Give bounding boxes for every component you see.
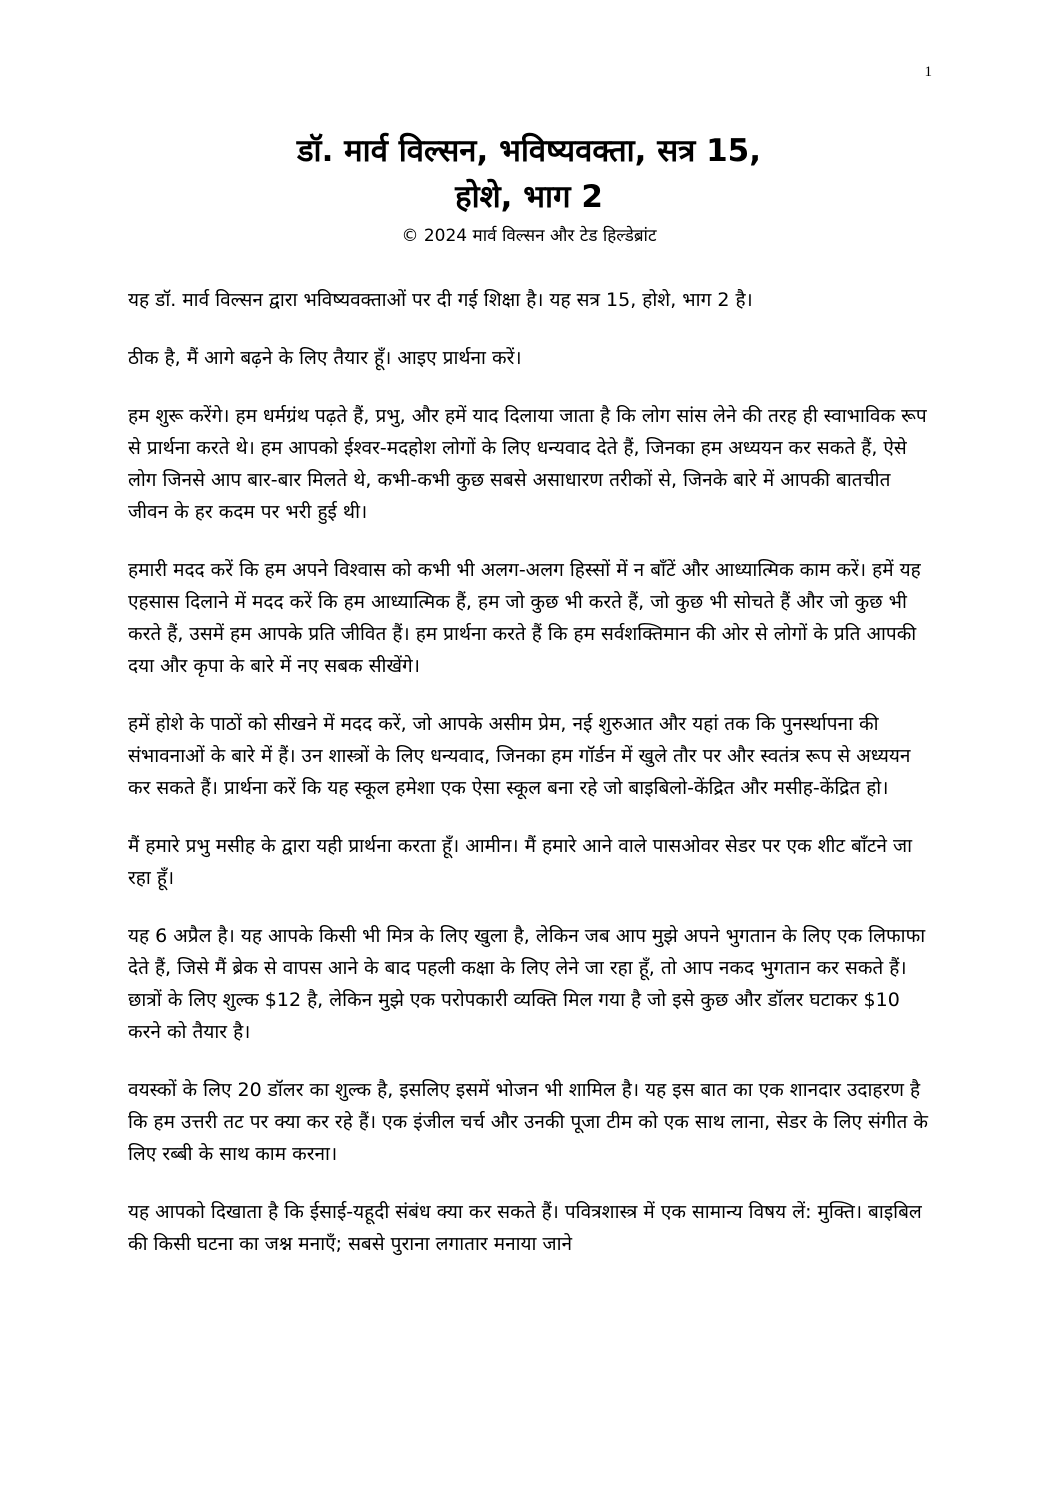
document-body [128, 284, 928, 1286]
copyright-notice: © 2024 मार्व विल्सन और टेड हिल्डेब्रांट [401, 226, 657, 246]
title-line-2: होशे, भाग 2 [455, 179, 603, 215]
paragraph: यह डॉ. मार्व विल्सन द्वारा भविष्यवक्ताओं पर दी गई शिक्षा है। यह सत्र 15, होशे, भाग 2 है। [128, 289, 753, 311]
document-title [0, 128, 1058, 220]
paragraph: हमारी मदद करें कि हम अपने विश्वास को कभी भी अलग-अलग हिस्सों में न बाँटें और आध्यात्मिक काम करें। हमें यह एहसास दिलाने में मदद करें कि हम आध्यात्मिक हैं, हम जो कुछ भी करते हैं, जो कुछ भी सोचते हैं और जो कुछ भी करते हैं, उसमें हम आपके प्रति जीवित हैं। हम प्रार्थना करते हैं कि हम सर्वशक्तिमान की ओर से लोगों के प्रति आपकी दया और कृपा के बारे में नए सबक सीखेंगे। [128, 559, 921, 677]
paragraph: यह आपको दिखाता है कि ईसाई-यहूदी संबंध क्या कर सकते हैं। पवित्रशास्त्र में एक सामान्य विषय लें: मुक्ति। बाइबिल की किसी घटना का जश्न मनाएँ; सबसे पुराना लगातार मनाया जाने [128, 1201, 922, 1255]
paragraph: वयस्कों के लिए 20 डॉलर का शुल्क है, इसलिए इसमें भोजन भी शामिल है। यह इस बात का एक शानदार उदाहरण है कि हम उत्तरी तट पर क्या कर रहे हैं। एक इंजील चर्च और उनकी पूजा टीम को एक साथ लाना, सेडर के लिए संगीत के लिए रब्बी के साथ काम करना। [128, 1079, 928, 1165]
title-line-1: डॉ. मार्व विल्सन, भविष्यवक्ता, सत्र 15, [296, 133, 762, 169]
paragraph: ठीक है, मैं आगे बढ़ने के लिए तैयार हूँ। आइए प्रार्थना करें। [128, 347, 522, 369]
paragraph: हमें होशे के पाठों को सीखने में मदद करें, जो आपके असीम प्रेम, नई शुरुआत और यहां तक कि पुनर्स्थापना की संभावनाओं के बारे में हैं। उन शास्त्रों के लिए धन्यवाद, जिनका हम गॉर्डन में खुले तौर पर और स्वतंत्र रूप से अध्ययन कर सकते हैं। प्रार्थना करें कि यह स्कूल हमेशा एक ऐसा स्कूल बना रहे जो बाइबिलो-केंद्रित और मसीह-केंद्रित हो। [128, 713, 911, 799]
paragraph: यह 6 अप्रैल है। यह आपके किसी भी मित्र के लिए खुला है, लेकिन जब आप मुझे अपने भुगतान के लिए एक लिफाफा देते हैं, जिसे मैं ब्रेक से वापस आने के बाद पहली कक्षा के लिए लेने जा रहा हूँ, तो आप नकद भुगतान कर सकते हैं। छात्रों के लिए शुल्क $12 है, लेकिन मुझे एक परोपकारी व्यक्ति मिल गया है जो इसे कुछ और डॉलर घटाकर $10 करने को तैयार है। [128, 925, 926, 1043]
document-header [0, 128, 1058, 248]
paragraph: मैं हमारे प्रभु मसीह के द्वारा यही प्रार्थना करता हूँ। आमीन। मैं हमारे आने वाले पासओवर सेडर पर एक शीट बाँटने जा रहा हूँ। [128, 835, 913, 889]
page-number: 1 [924, 64, 932, 80]
paragraph: हम शुरू करेंगे। हम धर्मग्रंथ पढ़ते हैं, प्रभु, और हमें याद दिलाया जाता है कि लोग सांस लेने की तरह ही स्वाभाविक रूप से प्रार्थना करते थे। हम आपको ईश्वर-मदहोश लोगों के लिए धन्यवाद देते हैं, जिनका हम अध्ययन कर सकते हैं, ऐसे लोग जिनसे आप बार-बार मिलते थे, कभी-कभी कुछ सबसे असाधारण तरीकों से, जिनके बारे में आपकी बातचीत जीवन के हर कदम पर भरी हुई थी। [128, 405, 927, 523]
